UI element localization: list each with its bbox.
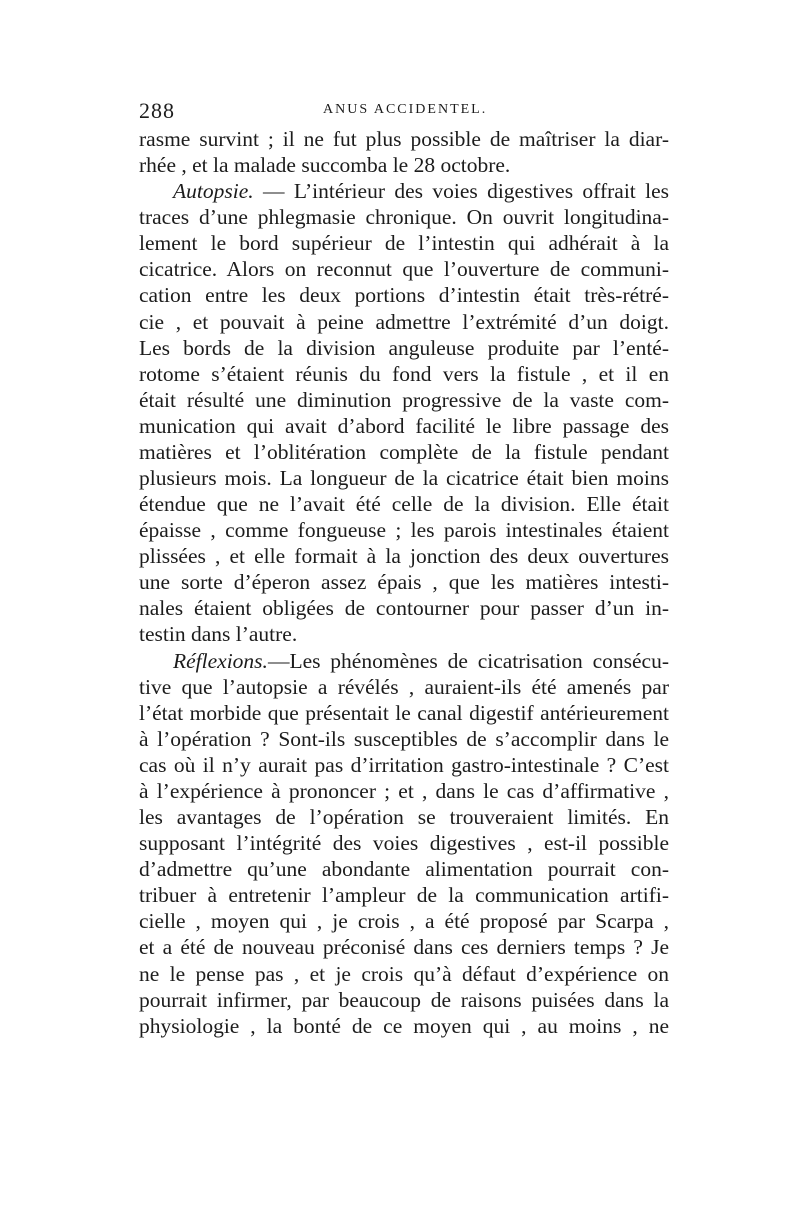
text-line: était résulté une diminution progressive de la vaste com- [139,387,669,412]
text-line: l’état morbide que présentait le canal digestif antérieurement [139,700,669,725]
text-line: supposant l’intégrité des voies digestives , est-il possible [139,831,669,856]
text-line: et a été de nouveau préconisé dans ces derniers temps ? Je [139,935,669,960]
text-line: à l’expérience à prononcer ; et , dans le cas d’affirmative , [139,778,669,803]
text-line: testin dans l’autre. [139,622,298,647]
section-heading-autopsie: Autopsie. [173,179,254,204]
text-line: étendue que ne l’avait été celle de la division. Elle était [139,492,669,517]
text-line: à l’opération ? Sont-ils susceptibles de s’accomplir dans le [139,726,669,751]
text-line: cicatrice. Alors on reconnut que l’ouverture de communi- [139,257,669,282]
text-line [139,178,669,204]
text-run: —Les phénomènes de cicatrisation consécu- [267,648,669,673]
text-line: traces d’une phlegmasie chronique. On ouvrit longitudina- [139,205,669,230]
text-line: cation entre les deux portions d’intestin était très-rétré- [139,283,669,308]
text-line: Les bords de la division anguleuse produite par l’enté- [139,335,669,360]
text-line: nales étaient obligées de contourner pour passer d’un in- [139,596,669,621]
text-line: tive que l’autopsie a révélés , auraient-ils été amenés par [139,674,669,699]
text-line: rhée , et la malade succomba le 28 octobre. [139,153,511,178]
text-line: matières et l’oblitération complète de la fistule pendant [139,439,669,464]
text-line: munication qui avait d’abord facilité le libre passage des [139,413,669,438]
text-line: rasme survint ; il ne fut plus possible de maîtriser la diar- [139,127,669,151]
text-line: cas où il n’y aurait pas d’irritation gastro-intestinale ? C’est [139,752,669,777]
text-line: cielle , moyen qui , je crois , a été proposé par Scarpa , [139,909,669,934]
running-head: ANUS ACCIDENTEL. [323,102,488,117]
text-line: une sorte d’éperon assez épais , que les matières intesti- [139,570,669,595]
section-heading-reflexions: Réflexions. [173,648,268,673]
text-line: cie , et pouvait à peine admettre l’extrémité d’un doigt. [139,309,669,334]
text-line: physiologie , la bonté de ce moyen qui , au moins , ne [139,1013,669,1038]
text-line: plusieurs mois. La longueur de la cicatrice était bien moins [139,466,669,491]
text-line: d’admettre qu’une abondante alimentation pourrait con- [139,857,669,882]
text-line: rotome s’étaient réunis du fond vers la fistule , et il en [139,361,669,386]
text-line: tribuer à entretenir l’ampleur de la communication artifi- [139,883,669,908]
text-line: ne le pense pas , et je crois qu’à défaut d’expérience on [139,961,669,986]
page-header [139,98,669,124]
page-number: 288 [139,98,175,123]
text-line: lement le bord supérieur de l’intestin qui adhérait à la [139,231,669,256]
text-line: les avantages de l’opération se trouveraient limités. En [139,805,669,830]
text-line: plissées , et elle formait à la jonction des deux ouvertures [139,544,669,569]
text-run: — L’intérieur des voies digestives offrait les [253,179,669,204]
text-line [139,648,669,674]
body-text [139,126,669,1039]
text-line: épaisse , comme fongueuse ; les parois intestinales étaient [139,518,669,543]
text-line: pourrait infirmer, par beaucoup de raisons puisées dans la [139,987,669,1012]
